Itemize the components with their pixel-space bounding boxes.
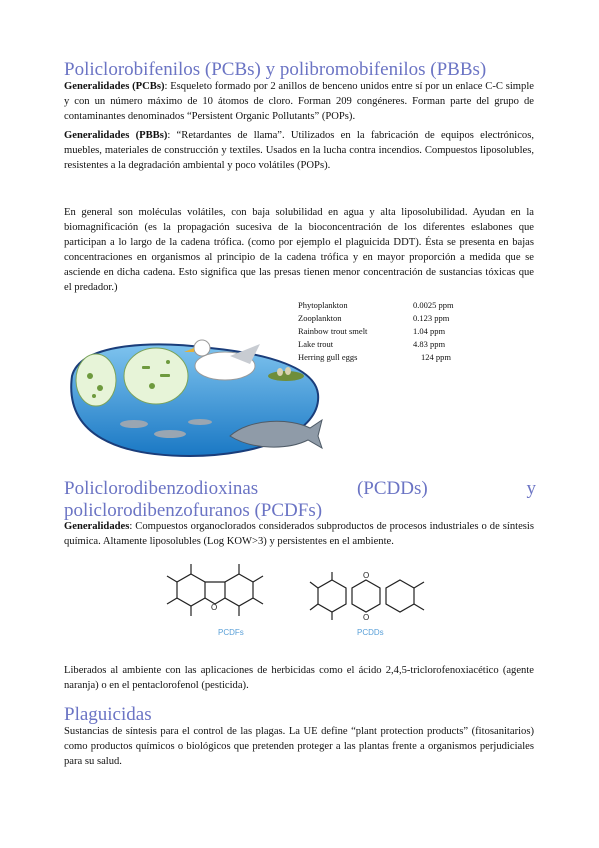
- paragraph-pcdds-general: [64, 519, 534, 549]
- pcdf-structure: [165, 560, 280, 628]
- generalidades-text: : Compuestos organoclorados considerados subproductos de procesos industriales o de síntesis química. Altamente liposolubles (Log KOW>3) y persistentes en el ambiente.: [64, 521, 534, 547]
- svg-text:O: O: [363, 613, 370, 622]
- paragraph-pcbs: [64, 79, 534, 124]
- biomagnification-table: [298, 300, 454, 365]
- pcdd-label: PCDDs: [357, 628, 384, 637]
- pcbs-text: : Esqueleto formado por 2 anillos de benceno unidos entre sí por un enlace C-C simple y con un número máximo de 10 átomos de cloro. Forman 209 congéneres. Forman parte del grupo de contaminantes denominados “Persistent Organic Pollutants” (POPs).: [64, 81, 534, 122]
- zooplankton-bubble: [76, 354, 116, 406]
- phytoplankton-bubble: [124, 348, 188, 404]
- organism-cell: Zooplankton: [298, 313, 342, 323]
- concentration-cell: 0.0025 ppm: [413, 300, 454, 310]
- heading-pcdds-pcdfs: Policlorodibenzodioxinas (PCDDs) y policlorodibenzofuranos (PCDFs): [64, 478, 536, 521]
- concentration-cell: 1.04 ppm: [413, 326, 446, 336]
- pcbs-label: Generalidades (PCBs): [64, 81, 165, 92]
- heading-pcbs-pbbs: Policlorobifenilos (PCBs) y polibromobifenilos (PBBs): [64, 59, 487, 80]
- pcdd-structure: [308, 570, 428, 630]
- paragraph-general: En general son moléculas volátiles, con baja solubilidad en agua y alta liposolubilidad. Ayudan en la biomagnificación (es la propagación sucesiva de la bioconcentración de los diferentes eslabones que participan a lo largo de la cadena trófica. (como por ejemplo el plaguicida DDT). Ésta se presenta en bajas concentraciones en organismos al principio de la cadena trófica y en mayor proporción a medida que se asciende en dicha cadena. Esto significa que las presas tienen menor concentración de sustancias tóxicas que el predador.): [64, 207, 534, 293]
- paragraph-pbbs: [64, 128, 534, 173]
- table-row: [298, 300, 454, 313]
- organism-cell: Herring gull eggs: [298, 352, 358, 362]
- organism-cell: Phytoplankton: [298, 300, 348, 310]
- concentration-cell: 0.123 ppm: [413, 313, 450, 323]
- generalidades-label: Generalidades: [64, 521, 130, 532]
- paragraph-release: Liberados al ambiente con las aplicaciones de herbicidas como el ácido 2,4,5-triclorofenoxiacético (agente naranja) o en el pentaclorofenol (pesticida).: [64, 665, 534, 691]
- concentration-cell: 124 ppm: [421, 352, 451, 362]
- svg-text:O: O: [211, 603, 218, 612]
- organism-cell: Lake trout: [298, 339, 334, 349]
- table-row: [298, 326, 454, 339]
- paragraph-plaguicidas: Sustancias de síntesis para el control de las plagas. La UE define “plant protection products” (fitosanitarios) como productos químicos o biológicos que pretenden proteger a las plantas frente a organismos perjudiciales para su salud.: [64, 726, 534, 767]
- table-row: [298, 313, 454, 326]
- svg-text:O: O: [363, 571, 370, 580]
- concentration-cell: 4.83 ppm: [413, 339, 446, 349]
- pcdf-label: PCDFs: [218, 628, 244, 637]
- table-row: [298, 339, 454, 352]
- biomagnification-illustration: [60, 296, 325, 466]
- pbbs-label: Generalidades (PBBs): [64, 130, 168, 141]
- organism-cell: Rainbow trout smelt: [298, 326, 368, 336]
- heading-plaguicidas: Plaguicidas: [64, 704, 152, 725]
- pbbs-text: : “Retardantes de llama”. Utilizados en la fabricación de equipos electrónicos, muebles, materiales de construcción y textiles. Usados en la lucha contra incendios. Compuestos liposolubles, resistentes a la degradación ambiental y poco volátiles (POPs).: [64, 130, 534, 171]
- table-row: [298, 352, 454, 365]
